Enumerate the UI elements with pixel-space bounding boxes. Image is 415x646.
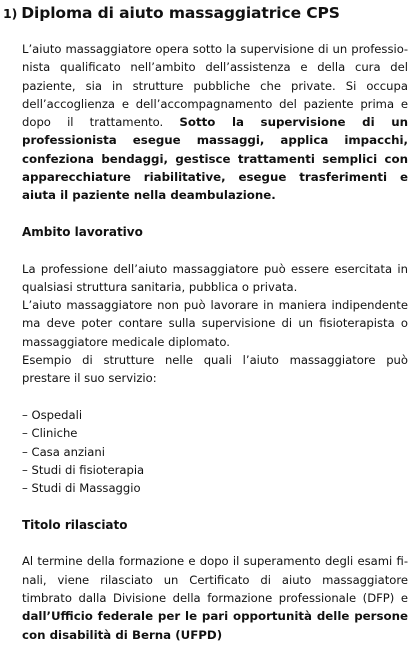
- intro-text: L’aiuto massaggiatore opera sotto la supervisione di un professionista qualificato nell’ambito dell’assistenza e della cura del paziente, sia in strutture pubbliche che private. Si occupa dell’accoglienza e dell’accompagnamento del paziente prima e dopo il trattamento.: [22, 42, 408, 130]
- page-title: [3, 4, 340, 22]
- ambito-heading: Ambito lavorativo: [22, 224, 143, 239]
- section-number: 1): [3, 6, 18, 21]
- intro-paragraph: [22, 40, 408, 205]
- list-item: – Studi di Massaggio: [22, 481, 141, 496]
- list-item: – Ospedali: [22, 407, 83, 422]
- titolo-bold-text: dall’Ufficio federale per le pari opportunità delle persone con disabilità di Berna (UFPD): [22, 609, 408, 642]
- structures-list: [22, 406, 408, 497]
- titolo-paragraph: [22, 552, 408, 643]
- titolo-text: Al termine della formazione e dopo il superamento degli esami finali, viene rilasciato un Certificato di aiuto massaggiatore timbrato dalla Divisione della formazione professionale (DFP) e: [22, 554, 408, 605]
- titolo-heading: Titolo rilasciato: [22, 517, 128, 532]
- ambito-paragraph-2: L’aiuto massaggiatore non può lavorare in maniera indipendente ma deve poter contare sulla supervisione di un fisioterapista o massaggiatore medicale diplomato.: [22, 298, 408, 349]
- list-item: – Casa anziani: [22, 444, 105, 459]
- ambito-paragraph-3: Esempio di strutture nelle quali l’aiuto massaggiatore può prestare il suo servizio:: [22, 353, 408, 386]
- title-text: Diploma di aiuto massaggiatrice CPS: [21, 4, 340, 22]
- document-body: [22, 40, 408, 644]
- list-item: – Studi di fisioterapia: [22, 462, 145, 477]
- ambito-paragraph-1: La professione dell’aiuto massaggiatore può essere esercitata in qualsiasi struttura sanitaria, pubblica o privata.: [22, 261, 408, 294]
- list-item: – Cliniche: [22, 426, 78, 441]
- intro-bold-text: Sotto la supervisione di un professionista esegue massaggi, applica impacchi, confeziona bendaggi, gestisce trattamenti semplici con apparecchiature riabilitative, esegue trasferimenti e aiuta il paziente nella deambulazione.: [22, 115, 408, 203]
